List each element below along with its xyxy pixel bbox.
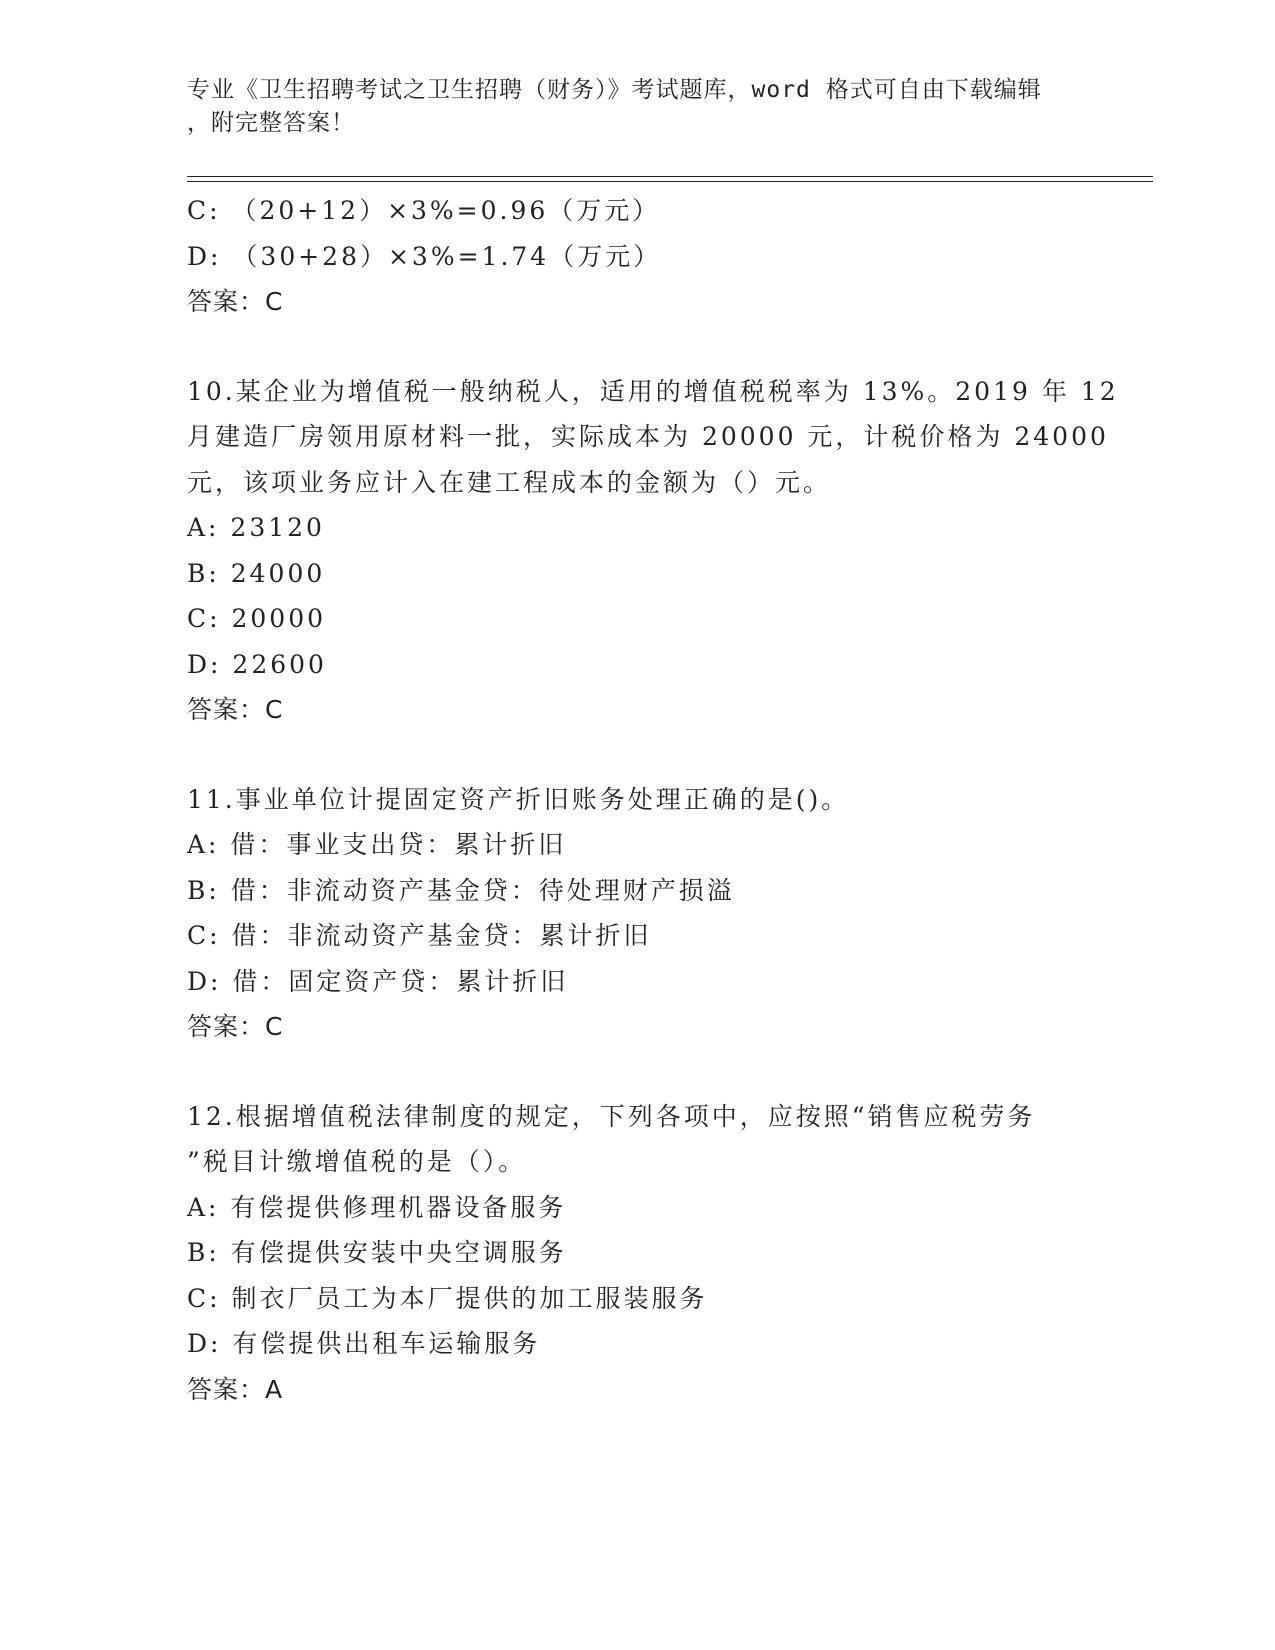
option-d: D: 借：固定资产贷：累计折旧: [187, 966, 569, 996]
answer: 答案：C: [187, 287, 284, 316]
question-stem-line: 元，该项业务应计入在建工程成本的金额为（）元。: [187, 467, 832, 497]
header-line-1: 专业《卫生招聘考试之卫生招聘（财务）》考试题库，word 格式可自由下载编辑: [187, 77, 1042, 103]
header-rule-bottom: [187, 181, 1153, 182]
question-10: [187, 369, 1119, 733]
spacer: [187, 1050, 1087, 1094]
option-b: B: 24000: [187, 558, 326, 588]
question-11: [187, 777, 1087, 1050]
answer: 答案：A: [187, 1374, 284, 1404]
option-c: C: 20000: [187, 604, 327, 633]
header-rule-top: [187, 176, 1153, 177]
option-d: D: 22600: [187, 649, 327, 679]
question-9-tail: [187, 188, 1087, 325]
option-a: A: 借：事业支出贷：累计折旧: [187, 830, 567, 859]
option-d: D: 有偿提供出租车运输服务: [187, 1329, 541, 1358]
answer: 答案：C: [187, 695, 284, 724]
header-line-2: ，附完整答案！: [187, 110, 355, 136]
document-header: [187, 74, 1067, 140]
spacer: [187, 325, 1087, 369]
spacer: [187, 733, 1087, 777]
question-stem-line: 11.事业单位计提固定资产折旧账务处理正确的是()。: [187, 784, 850, 814]
option-c: C: 制衣厂员工为本厂提供的加工服装服务: [187, 1283, 708, 1313]
option-b: B: 借：非流动资产基金贷：待处理财产损溢: [187, 875, 735, 905]
option-d: D: （30+28）×3%=1.74（万元）: [187, 241, 662, 271]
question-stem-line: 12.根据增值税法律制度的规定，下列各项中，应按照“销售应税劳务: [187, 1101, 1036, 1131]
question-stem-line: ”税目计缴增值税的是（）。: [187, 1147, 527, 1176]
question-stem-line: 月建造厂房领用原材料一批，实际成本为 20000 元，计税价格为 24000: [187, 422, 1109, 451]
option-c: C: 借：非流动资产基金贷：累计折旧: [187, 921, 652, 950]
question-12: [187, 1094, 1087, 1413]
option-a: A: 23120: [187, 513, 325, 542]
question-stem-line: 10.某企业为增值税一般纳税人，适用的增值税税率为 13%。2019 年 12: [187, 376, 1119, 406]
answer: 答案：C: [187, 1012, 284, 1041]
option-a: A: 有偿提供修理机器设备服务: [187, 1192, 567, 1222]
option-c: C: （20+12）×3%=0.96（万元）: [187, 196, 661, 225]
question-list: [187, 188, 1119, 1412]
option-b: B: 有偿提供安装中央空调服务: [187, 1238, 567, 1267]
